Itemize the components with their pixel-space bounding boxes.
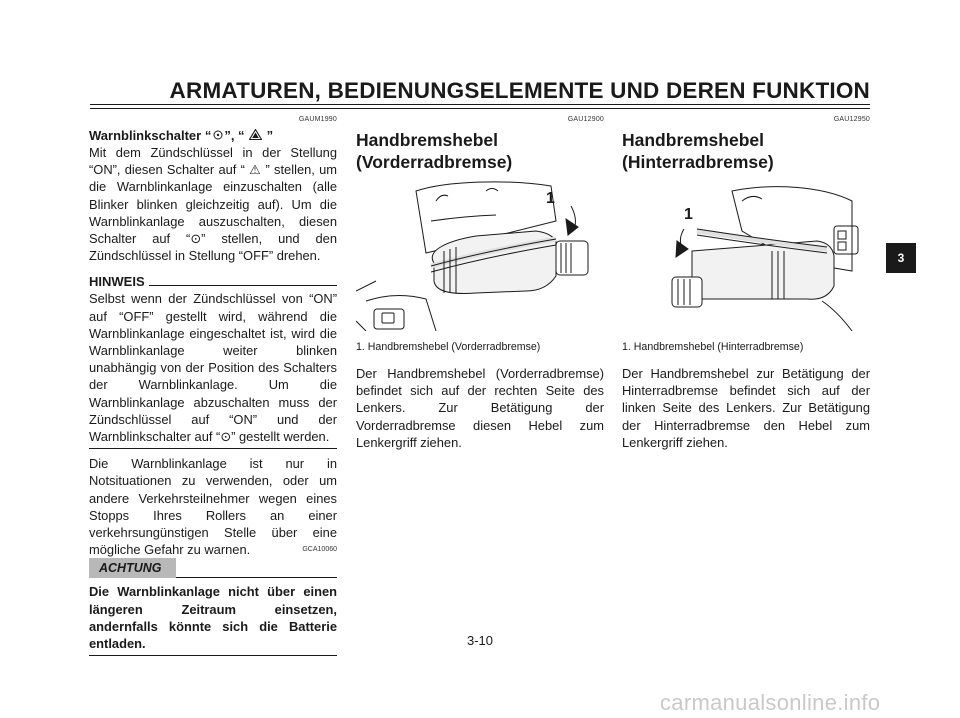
caution-text: Die Warnblinkanlage nicht über einen längeren Zeitraum einsetzen, andernfalls könnte sich die Batterie entladen. [89, 584, 337, 652]
header-rule-thin [90, 108, 870, 109]
note-end-rule [89, 448, 337, 449]
column-rear-brake [622, 116, 870, 451]
section-title-front-brake: Handbremshebel (Vorderradbremse) [356, 130, 513, 172]
caution-end-rule [89, 655, 337, 656]
rear-brake-callout: 1 [684, 206, 693, 223]
column-hazard-switch [89, 116, 337, 656]
front-brake-illustration [356, 181, 604, 331]
header-rule [90, 104, 870, 105]
page-header [90, 78, 870, 104]
front-brake-caption: 1. Handbremshebel (Vorderradbremse) [356, 341, 541, 353]
hazard-triangle-icon [245, 127, 267, 144]
section-code: GAU12900 [567, 116, 604, 123]
column-front-brake [356, 116, 604, 451]
section-code: GAUM1990 [298, 116, 337, 123]
rear-brake-caption: 1. Handbremshebel (Hinterradbremse) [622, 341, 804, 353]
note-rule [149, 285, 337, 286]
caution-rule [176, 577, 338, 578]
hazard-usage-text: Die Warnblinkanlage ist nur in Notsituationen zu verwenden, oder um andere Verkehrsteilnehmer wegen eines Stopps Ihres Rollers an einer verkehrsungünstigen Stelle über eine mögliche Gefahr zu warnen. [89, 456, 337, 558]
note-label: HINWEIS [89, 274, 145, 290]
note-heading [89, 273, 337, 290]
front-brake-text: Der Handbremshebel (Vorderradbremse) befindet sich auf der rechten Seite des Lenkers. Zur Betätigung der Vorderradbremse diesen Hebel zum Lenkergriff ziehen. [356, 366, 604, 450]
circle-dot-icon [211, 127, 224, 144]
chapter-tab[interactable]: 3 [886, 243, 916, 273]
rear-brake-lever-drawing [622, 181, 870, 331]
rear-brake-text: Der Handbremshebel zur Betätigung der Hinterradbremse befindet sich auf der linken Seite des Lenkers. Zur Betätigung der Hinterradbremse den Hebel zum Lenkergriff ziehen. [622, 366, 870, 450]
hazard-instructions: Mit dem Zündschlüssel in der Stellung “ON”, diesen Schalter auf “ ⚠ ” stellen, um die Warnblinkanlage einzuschalten (alle Blinker blinken gleichzeitig auf). Um die Warnblinkanlage auszuschalten, diesen Schalter auf “⊙” stellen, und den Zündschlüssel in Stellung “OFF” drehen. [89, 145, 337, 264]
note-text: Selbst wenn der Zündschlüssel von “ON” auf “OFF” gestellt wird, während die Warnblinkanlage eingeschaltet ist, wird die Warnblinkanlage weiter blinken unabhängig von der Position des Schalters der Warnblinkanlage. Um die Warnblinkanlage abzuschalten muss der Zündschlüssel auf “ON” und der Warnblinkschalter auf “⊙” gestellt werden. [89, 291, 337, 445]
rear-brake-illustration [622, 181, 870, 331]
page-number: 3-10 [466, 633, 494, 648]
page-header-title: ARMATUREN, BEDIENUNGSELEMENTE UND DEREN FUNKTION [169, 78, 870, 103]
caution-label: ACHTUNG [89, 558, 176, 578]
caution-heading [89, 558, 337, 578]
caution-code: GCA10060 [302, 546, 337, 554]
watermark: carmanualsonline.info [660, 690, 881, 715]
section-code: GAU12950 [833, 116, 870, 123]
front-brake-callout: 1 [546, 190, 555, 207]
section-title-rear-brake: Handbremshebel (Hinterradbremse) [622, 130, 774, 172]
section-title-hazard-switch: Warnblinkschalter “ ”, “ ” [89, 128, 274, 143]
front-brake-lever-drawing [356, 181, 604, 331]
